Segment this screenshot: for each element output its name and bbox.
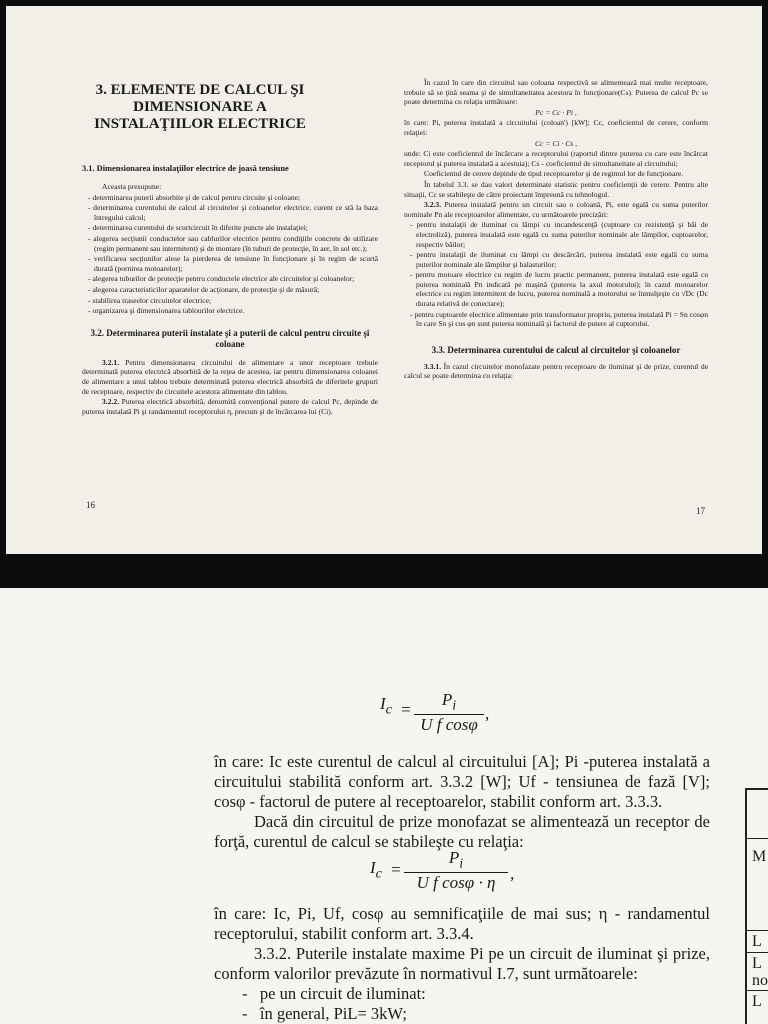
table-border: [745, 990, 768, 991]
list-item: - pentru instalaţii de iluminat cu lămpi cu descărcări, puterea instalată este egală cu suma puterilor nominale ale lămpilor şi balasturilor;: [410, 250, 708, 269]
paragraph-3-2-2: 3.2.2. Puterea electrică absorbită, denumită convenţional putere de calcul Pc, depinde de puterea instalată Pi şi randamentul receptorului η, precum şi de încărcarea lui (Ci).: [82, 397, 378, 416]
paragraph: Coeficientul de cerere depinde de tipul receptoarelor şi de regimul lor de funcţionare.: [424, 169, 684, 179]
formula-ic-rhs: [414, 690, 484, 735]
list-item: - determinarea puterii absorbite şi de calcul pentru circuite şi coloane;: [88, 192, 301, 202]
list-item: - alegerea tuburilor de protecţie pentru conductele electrice ale circuitelor şi coloanelor;: [88, 274, 355, 284]
table-border: [745, 788, 768, 790]
formula-lhs: $I_c$: [380, 694, 392, 718]
list-item: - pentru motoare electrice cu regim de lucru practic permanent, puterea instalată este egală cu puterea nominală Pn indicată pe maşină (puterea la axul motorului); în cazul motoarelor electrice cu regim intermitent de lucru, puterea nominală a motorului se înmulţeşte cu √Dc (Dc durata relativă de conectare);: [410, 270, 708, 309]
paragraph-3-2-3: 3.2.3. Puterea instalată pentru un circuit sau o coloană, Pi, este egală cu suma puterilor nominale Pn ale receptoarelor alimentate, cu următoarele precizări:: [404, 200, 708, 219]
paragraph: Dacă din circuitul de prize monofazat se alimentează un receptor de forţă, curentul de calcul se stabileşte cu relaţia:: [214, 812, 710, 851]
bottom-text-block-2: [214, 904, 710, 1024]
formula-ic: [380, 694, 392, 718]
paragraph-3-3-2: 3.3.2. Puterile instalate maxime Pi pe un circuit de iluminat şi prize, conform valorilor prevăzute în normativul I.7, sunt următoarele:: [214, 944, 710, 983]
chapter-title: 3. ELEMENTE DE CALCUL ŞI DIMENSIONARE A INSTALAŢIILOR ELECTRICE: [94, 82, 306, 132]
section-3-2-heading: 3.2. Determinarea puterii instalate şi a puterii de calcul pentru circuite şi coloane: [90, 327, 370, 349]
left-column: [82, 160, 378, 417]
formula-pc: Pc = Cc · Pi ,: [535, 107, 577, 117]
table-border: [745, 838, 768, 839]
paragraph: în care: Pi, puterea instalată a circuitului (coloan') [kW]; Cc, coeficientul de cerere, conform relaţiei:: [404, 118, 708, 137]
table-border: [745, 952, 768, 953]
paragraph: în care: Ic, Pi, Uf, cosφ au semnificaţiile de mai sus; η - randamentul receptorului, stabilit conform art. 3.3.4.: [214, 904, 710, 943]
equals-sign: =: [390, 860, 402, 879]
formula-ic-2-rhs: [404, 848, 508, 893]
formula-numerator: $P_i$: [441, 690, 457, 714]
section-3-3-heading: 3.3. Determinarea curentului de calcul al circuitelor şi coloanelor: [431, 344, 681, 355]
paragraph: În cazul în care din circuitul sau coloana respectivă se alimentează mai multe receptoare, trebuie să se ţină seama şi de simultaneitatea acestora în funcţionare(Cs). Puterea de calcul Pc se poate determina cu relaţia următoare:: [404, 78, 708, 107]
paragraph-3-2-1: 3.2.1. Pentru dimensionarea circuitului de alimentare a unor receptoare trebuie determinată puterea electrică absorbită de la reţea de acestea, iar pentru dimensionarea coloanei de alimentare a unui tablou trebuie determinată puterea electrică absorbită de diferitele grupuri de receptoare, respectiv de circuitele acestora alimentate din tablou.: [82, 357, 378, 396]
paragraph-3-3-1: 3.3.1. În cazul circuitelor monofazate pentru receptoare de iluminat şi de prize, curentul de calcul se poate determina cu relaţia:: [404, 361, 708, 381]
list-item: - pe un circuit de iluminat:: [242, 984, 426, 1003]
table-border: [745, 788, 747, 1024]
formula-cc: Cc = Ci · Cs ,: [534, 138, 578, 148]
list-item: - alegerea secţiunii conductelor sau cablurilor electrice pentru condiţiile concrete de utilizare (regim permanent sau intermitent) şi de montare (în tuburi de protecţie, în aer, în sol etc.);: [88, 233, 378, 253]
table-cell: M: [752, 848, 767, 865]
section-3-1-intro: Aceasta presupune:: [102, 182, 162, 191]
page-number-right: 17: [696, 506, 705, 516]
table-cell: L: [752, 993, 762, 1010]
formula-ic-2: $I_c$: [370, 858, 382, 882]
table-cell: L: [752, 933, 762, 950]
formula-denominator: U f cosφ: [420, 715, 478, 735]
list-item: - organizarea şi dimensionarea tablourilor electrice.: [88, 306, 245, 316]
right-column: [404, 78, 708, 382]
list-item: - verificarea secţiunilor alese la pierderea de tensiune în funcţionare şi în regim de scurtă durată (pornirea motoarelor);: [88, 254, 378, 273]
paragraph: În tabelul 3.3. se dau valori determinate statistic pentru coeficienţii de cerere. Pentru alte situaţii, Cc se stabileşte de către proiectant împreună cu tehnologul.: [404, 179, 708, 199]
list-item: - determinarea curentului de scurtcircuit în diferite puncte ale instalaţiei;: [88, 223, 308, 233]
section-3-1-heading: 3.1. Dimensionarea instalaţiilor electrice de joasă tensiune: [82, 164, 289, 173]
formula-numerator: $P_i$: [448, 848, 464, 872]
table-cell: L: [752, 955, 762, 972]
list-item: - stabilirea traseelor circuitelor electrice;: [88, 295, 212, 305]
list-item: - alegerea caracteristicilor aparatelor de acţionare, de protecţie şi de măsură;: [88, 284, 320, 294]
paragraph: în care: Ic este curentul de calcul al circuitului [A]; Pi -puterea instalată a circuitului stabilită conform art. 3.3.2 [W]; Uf - tensiunea de fază [V]; cosφ - factorul de putere al receptoarelor, stabilit conform art. 3.3.3.: [214, 752, 710, 811]
formula-denominator: U f cosφ · η: [416, 873, 496, 893]
equals-sign: =: [400, 700, 412, 719]
paragraph: unde: Ci este coeficientul de încărcare a receptorului (raportul dintre puterea cu care este încărcat receptorul şi puterea instalată a acestuia); Cs - coeficientul de simultaneitate al circuitului;: [404, 149, 708, 168]
list-item: - determinarea curentului de calcul al circuitelor şi coloanelor electrice, curent ce stă la baza întregului calcul;: [88, 203, 378, 222]
list-item: - pentru instalaţii de iluminat cu lămpi cu incandescenţă (cuptoare cu rezistenţă şi băi de electroliză), puterea instalată este egală cu suma puterilor nominale ale lămpilor, cuptoarelor, respectiv băilor;: [410, 220, 708, 249]
formula-comma: ,: [485, 704, 490, 723]
table-border: [745, 930, 768, 931]
bottom-text-block: [214, 752, 710, 852]
table-cell: no: [752, 972, 768, 989]
list-item: - în general, PiL= 3kW;: [242, 1004, 407, 1023]
formula-comma: ,: [510, 864, 515, 883]
page-number-left: 16: [86, 500, 95, 510]
list-item: - pentru cuptoarele electrice alimentate prin transformator propriu, puterea instalată Pi = Sn cosφn în care Sn şi cos φn sunt puterea nominală şi factorul de putere al cuptorului.: [410, 309, 708, 329]
